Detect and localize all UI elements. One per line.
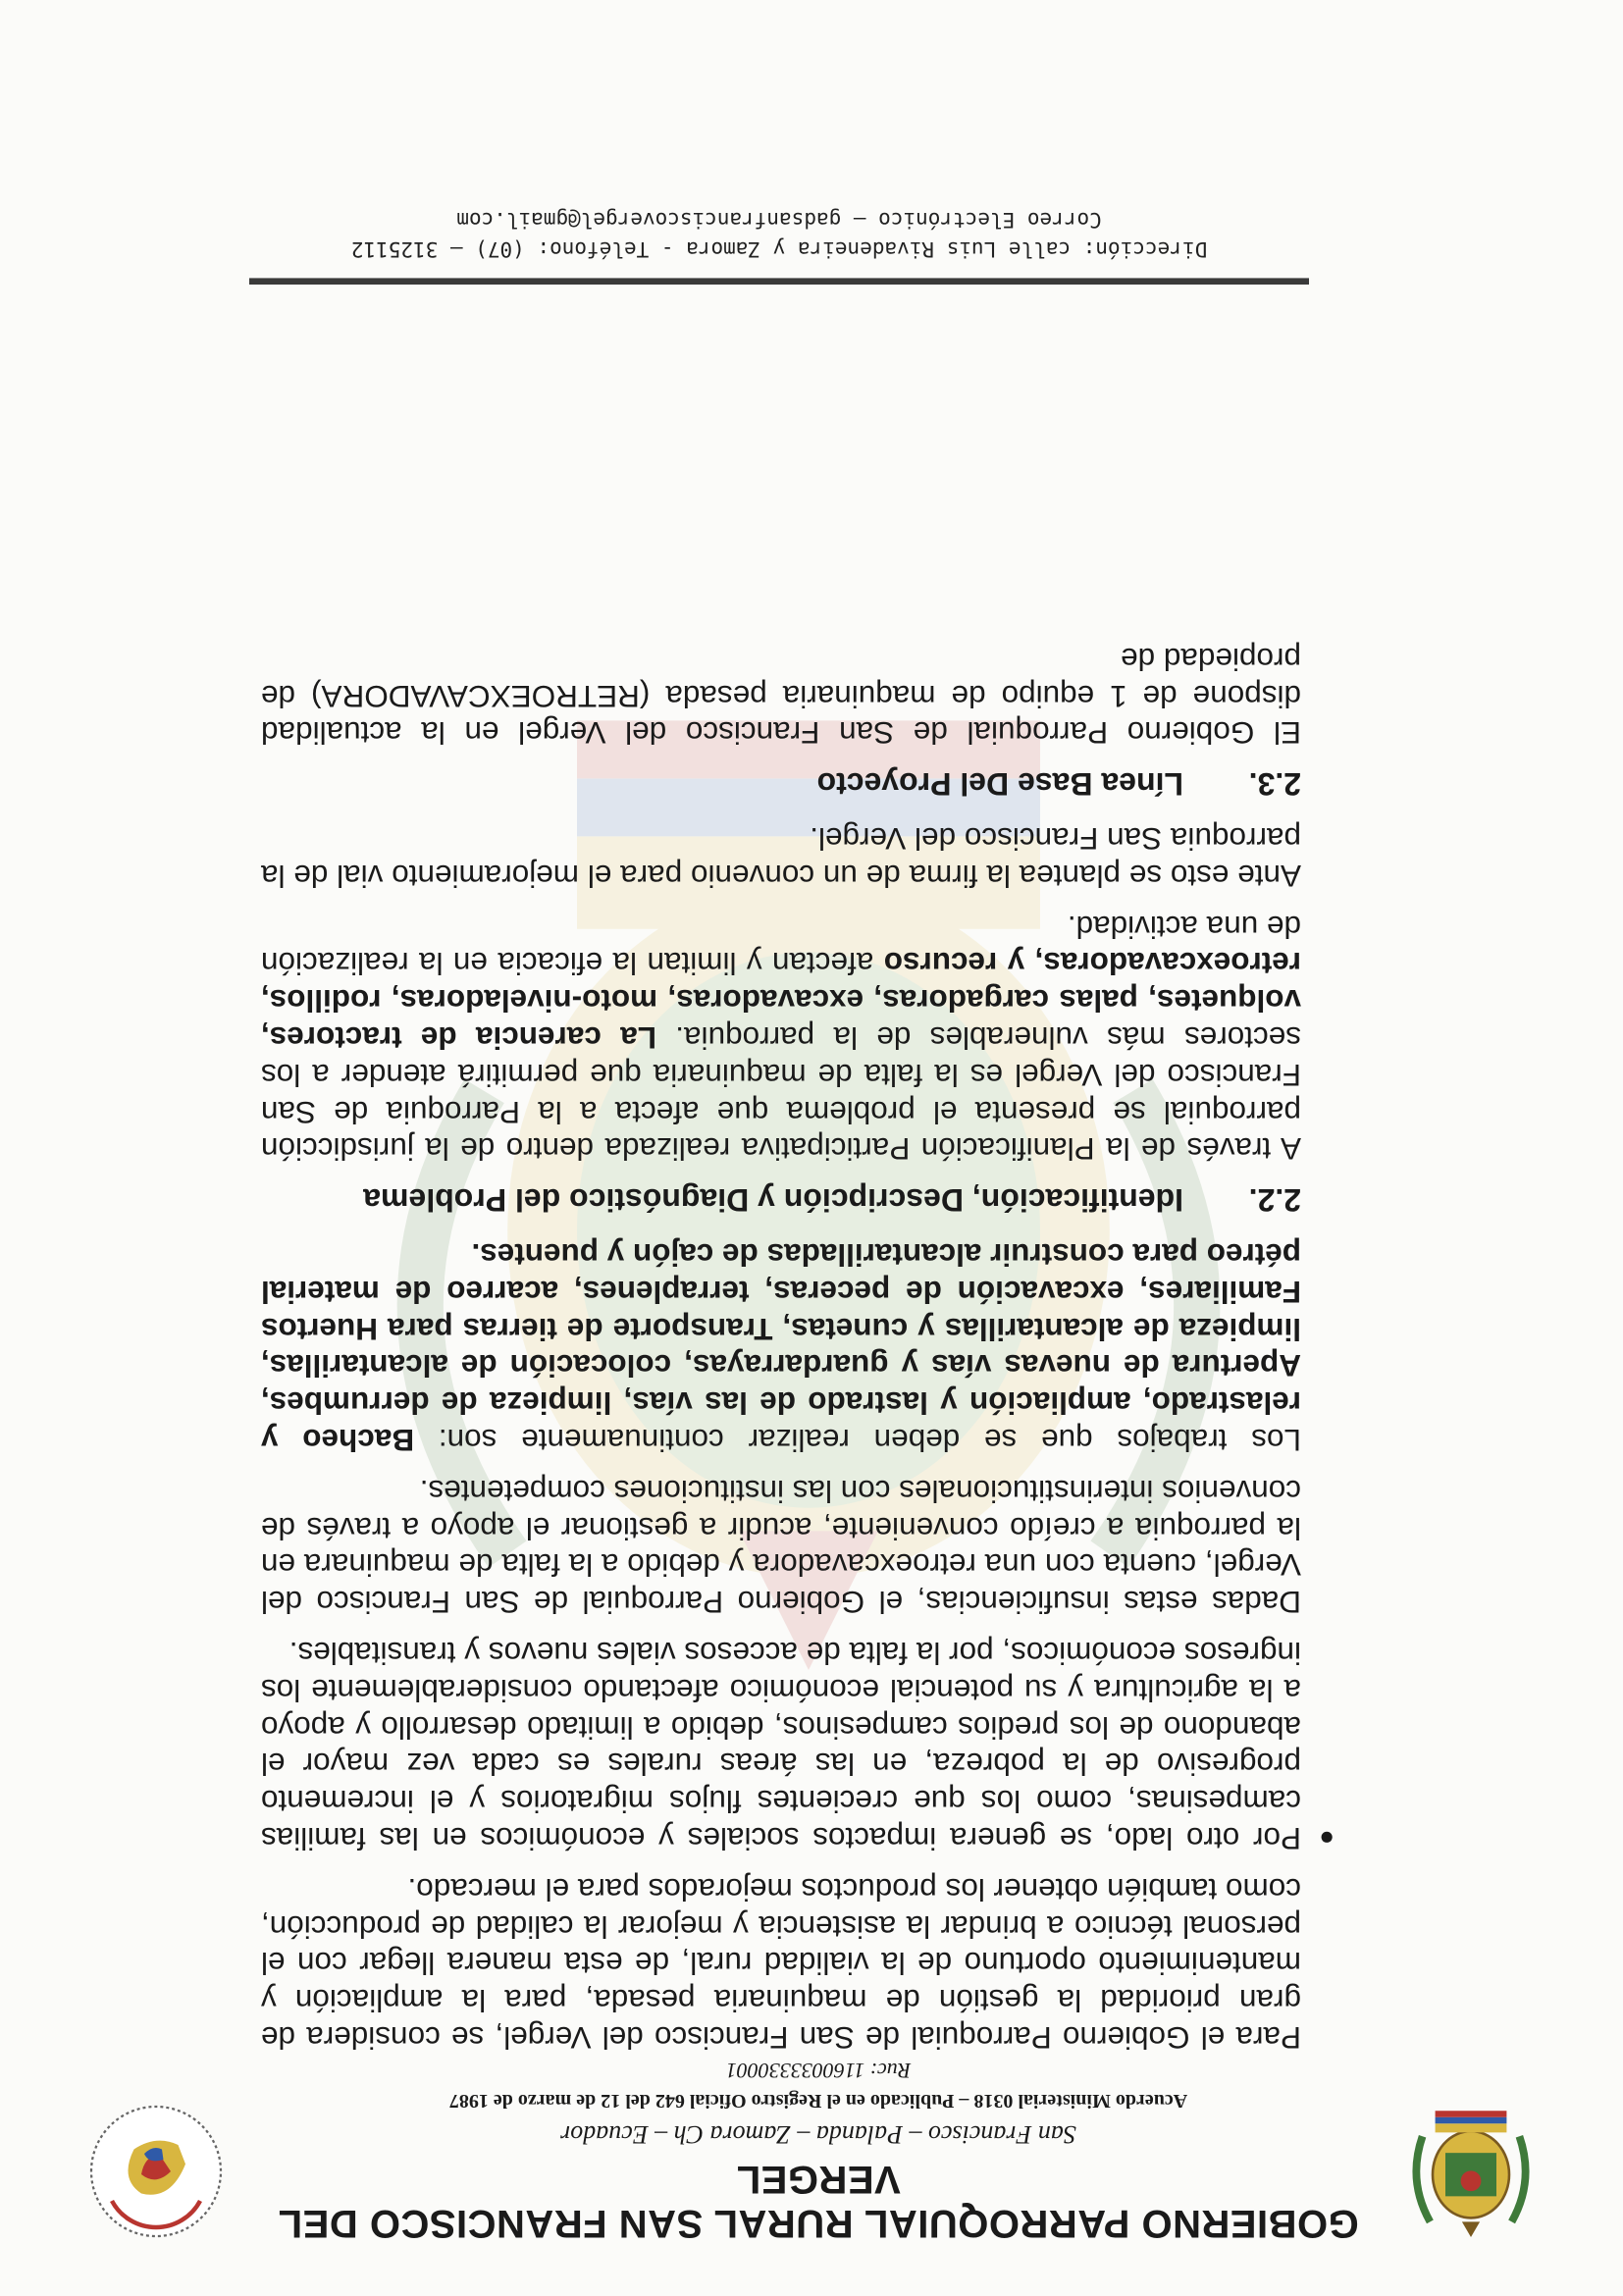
letterhead (82, 2059, 1535, 2245)
page-footer (249, 205, 1309, 285)
paragraph-agreement: Ante esto se plantea la firma de un convenio para el mejoramiento vial de la parroquia San Francisco del Vergel. (261, 821, 1301, 894)
bullet-text: Por otro lado, se genera impactos sociales y económicos en las familias campesinas, como los que crecientes flujos migratorios y el incremento progresivo de la pobreza, en las áreas rurales es cada vez mayor el abandono de los predios campesinos, debido a limitado desarrollo y apoyo a la agricultura y su potencial económico afectando considerablemente los ingresos económicos, por la falta de accesos viales nuevos y transitables. (261, 1636, 1301, 1857)
ruc-number: Ruc: 1160033330001 (725, 2059, 912, 2083)
section-title: Línea Base Del Proyecto (816, 766, 1183, 803)
diagnosis-emphasis: La carencia de tractores, volquetes, palas cargadoras, excavadoras, moto-niveladoras, rodillos, retroexcavadoras, y recurso (261, 946, 1301, 1057)
works-list: Bacheo y relastrado, ampliación y lastrado de las vías, limpieza de derrumbes, Apertura de nuevas vías y guardarrayas, colocación de alcantarillas, limpieza de alcantarillas y cunetas, Transporte de tierras para Huertos Familiares, excavación de peceras, terraplenes, acarreo de material pétreo para construir alcantarilladas de cajón y puentes. (260, 1237, 1301, 1459)
paragraph-machinery-priority: Para el Gobierno Parroquial de San Francisco del Vergel, se considera de gran prioridad la gestión de maquinaria pesada, para la ampliación y mantenimiento oportuno de la vialidad rural, de esta manera llegar con el personal técnico a brindar la asistencia y mejorar la calidad de producción, como también obtener los productos mejorados para el mercado. (261, 1871, 1301, 2056)
location-line: San Francisco – Palanda – Zamora Ch – Ecuador (560, 2120, 1076, 2149)
works-intro: Los trabajos que se deben realizar continuamente son: (414, 1423, 1301, 1459)
bullet-item-social-impacts (261, 1634, 1335, 1857)
section-heading-2-2 (261, 1180, 1301, 1218)
footer-email: Correo Electrónico – gadsanfranciscovergel@gmail.com (456, 208, 1102, 232)
diagnosis-text: A través de la Planificación Participativa realizada dentro de la jurisdicción parroquial se presenta el problema que afecta a la Parroquia de San Francisco del Vergel es la falta de maquinaria que permitirá atender a los sectores más vulnerables de la parroquia. (261, 1020, 1301, 1168)
bullet-icon: ● (1319, 1824, 1335, 1854)
letterhead-text (249, 2058, 1387, 2245)
section-number: 2.2. (1248, 1182, 1301, 1219)
paragraph-required-works (261, 1235, 1301, 1458)
section-heading-2-3 (261, 765, 1301, 803)
footer-divider (249, 278, 1309, 285)
ministerial-decree: Acuerdo Ministerial 0318 – Publicado en el Registro Oficial 642 del 12 de marzo de 1987 (448, 2090, 1188, 2112)
section-number: 2.3. (1248, 766, 1301, 803)
document-body (260, 626, 1335, 2056)
footer-address: Dirección: calle Luis Rivadeneira y Zamora - Teléfono: (07) – 3125112 (350, 237, 1208, 261)
conagopare-logo-icon (82, 2098, 230, 2245)
diagnosis-tail: afectan y limitan la eficacia en la realización de una actividad. (261, 909, 1301, 982)
paragraph-problem-diagnosis (261, 908, 1301, 1168)
institution-title: GOBIERNO PARROQUIAL RURAL SAN FRANCISCO DEL VERGEL (278, 2158, 1359, 2245)
parish-coat-of-arms-icon (1407, 2098, 1535, 2245)
footer-contact (249, 205, 1309, 264)
paragraph-baseline: El Gobierno Parroquial de San Francisco del Vergel en la actualidad dispone de 1 equipo de maquinaria pesada (RETROEXCAVADORA) de propiedad de (261, 641, 1301, 752)
paragraph-insufficiencies: Dadas estas insuficiencias, el Gobierno Parroquial de San Francisco del Vergel, cuenta con una retroexcavadora y debido a la falta de maquinara en la parroquia a creído conveniente, acudir a gestionar el apoyo a través de convenios interinstitucionales con las instituciones competentes. (261, 1473, 1301, 1621)
section-title: Identificación, Descripción y Diagnóstico del Problema (363, 1182, 1183, 1219)
